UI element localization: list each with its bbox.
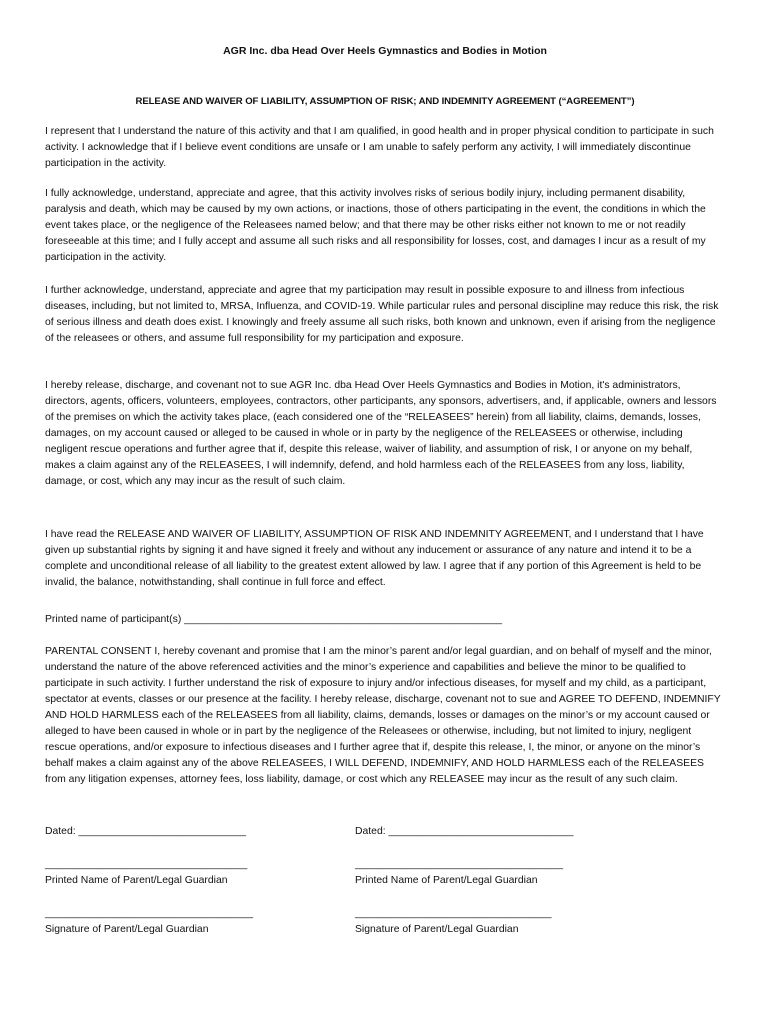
participant-name-field[interactable]: Printed name of participant(s) _______________________________________________________ xyxy=(45,614,503,625)
organization-title: AGR Inc. dba Head Over Heels Gymnastics and Bodies in Motion xyxy=(223,45,547,57)
risk-acknowledgment-paragraph: I fully acknowledge, understand, appreciate and agree, that this activity involves risks of serious bodily injury, including permanent disability, paralysis and death, which may be caused by my own actions, or inactions, those of others participating in the event, the conditions in which the event takes place, or the negligence of the Releasees named below; and that there may be other risks either not known to me or not readily foreseeable at this time; and I fully accept and assume all such risks and all responsibility for losses, cost, and damages I incur as a result of my participation in the activity. xyxy=(45,188,706,263)
printed-name-label-right: Printed Name of Parent/Legal Guardian xyxy=(355,875,538,886)
infectious-disease-paragraph: I further acknowledge, understand, appreciate and agree that my participation may result in possible exposure to and illness from infectious diseases, including, but not limited to, MRSA, Influenza, and COVID-19. While particular rules and personal discipline may reduce this risk, the risk of serious illness and death does exist. I knowingly and freely assume all such risks, both known and unknown, even if arising from the negligence of the releasees or others, and assume full responsibility for my participation and exposure. xyxy=(45,285,719,344)
signature-label-right: Signature of Parent/Legal Guardian xyxy=(355,924,519,935)
dated-field-left[interactable]: Dated: _____________________________ xyxy=(45,826,247,837)
representation-paragraph: I represent that I understand the nature of this activity and that I am qualified, in good health and in proper physical condition to participate in such activity. I acknowledge that if I believe event conditions are unsafe or I am unable to safely perform any activity, I will immediately discontinue participation in the activity. xyxy=(45,126,714,169)
printed-name-label-left: Printed Name of Parent/Legal Guardian xyxy=(45,875,228,886)
printed-name-line-left[interactable]: ___________________________________ xyxy=(45,859,248,870)
agreement-title: RELEASE AND WAIVER OF LIABILITY, ASSUMPTION OF RISK; AND INDEMNITY AGREEMENT (“AGREEMENT”) xyxy=(135,96,635,107)
signature-label-left: Signature of Parent/Legal Guardian xyxy=(45,924,209,935)
printed-name-line-right[interactable]: ____________________________________ xyxy=(355,859,564,870)
parental-consent-paragraph: PARENTAL CONSENT I, hereby covenant and promise that I am the minor’s parent and/or legal guardian, and on behalf of myself and the minor, understand the nature of the above referenced activities and the minor’s experience and capabilities and believe the minor to be qualified to participate in such activity. I further understand the risk of exposure to injury and/or infectious diseases, for myself and my child, as a participant, spectator at events, classes or our presence at the facility. I hereby release, discharge, covenant not to sue and AGREE TO DEFEND, INDEMNIFY AND HOLD HARMLESS each of the RELEASEES from all liability, claims, demands, losses or damages on the minor’s or my account caused or alleged to have been caused in whole or in part by the negligence of the Releasees or otherwise, including, but not limited to injury, negligent rescue operations, and/or exposure to infectious diseases and I further agree that if, despite this release, I, the minor, or anyone on the minor’s behalf makes a claim against any of the above RELEASEES, I WILL DEFEND, INDEMNIFY, AND HOLD HARMLESS each of the RELEASEES from any litigation expenses, attorney fees, loss liability, damage, or cost which any RELEASEE may incur as the result of any such claim. xyxy=(45,646,721,785)
signature-line-right[interactable]: __________________________________ xyxy=(355,908,552,919)
signature-line-left[interactable]: ____________________________________ xyxy=(45,908,254,919)
acknowledgment-paragraph: I have read the RELEASE AND WAIVER OF LIABILITY, ASSUMPTION OF RISK AND INDEMNITY AGREEMENT, and I understand that I have given up substantial rights by signing it and have signed it freely and without any inducement or assurance of any nature and intend it to be a complete and unconditional release of all liability to the greatest extent allowed by law. I agree that if any portion of this Agreement is held to be invalid, the balance, notwithstanding, shall continue in full force and effect. xyxy=(45,529,704,588)
release-paragraph: I hereby release, discharge, and covenant not to sue AGR Inc. dba Head Over Heels Gymnastics and Bodies in Motion, it's administrators, directors, agents, officers, volunteers, employees, contractors, other participants, any sponsors, advertisers, and, if applicable, owners and lessors of the premises on which the activity takes place, (each considered one of the “RELEASEES” herein) from all liability, claims, demands, losses, damages, on my account caused or alleged to be caused in whole or in party by the negligence of the RELEASEES or otherwise, including negligent rescue operations and further agree that if, despite this release, waiver of liability, and assumption of risk, I or anyone on my behalf, makes a claim against any of the RELEASEES, I will indemnify, defend, and hold harmless each of the RELEASEES from any loss, liability, damage, or cost, which any may incur as the result of such claim. xyxy=(45,380,717,487)
dated-field-right[interactable]: Dated: ________________________________ xyxy=(355,826,574,837)
